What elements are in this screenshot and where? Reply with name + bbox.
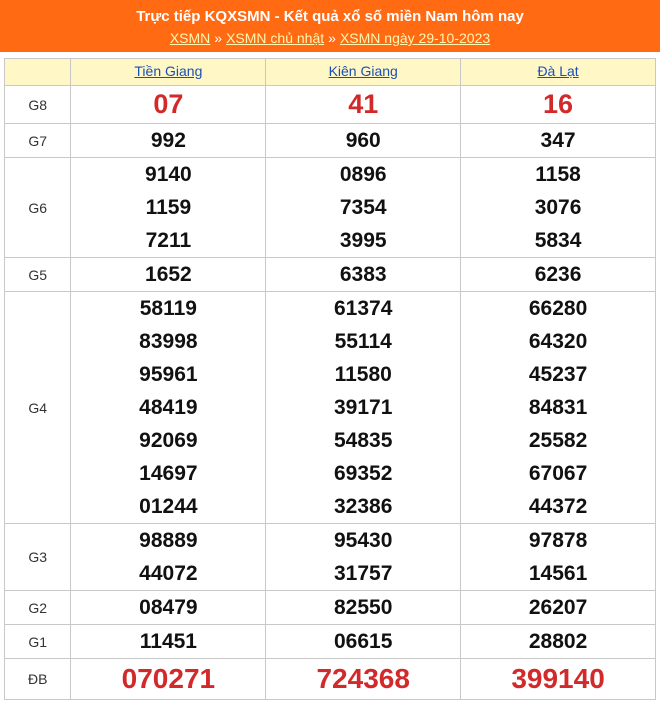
prize-cell: [266, 659, 461, 700]
prize-label: G6: [5, 158, 71, 258]
prize-cell: [461, 292, 656, 524]
prize-number: 55114: [334, 330, 392, 353]
prize-number: 82550: [334, 596, 393, 619]
prize-cell: [266, 292, 461, 524]
prize-number: 08479: [139, 596, 198, 619]
breadcrumb-link-xsmn-date[interactable]: XSMN ngày 29-10-2023: [339, 30, 491, 46]
prize-cell: [266, 625, 461, 659]
prize-cell: [461, 86, 656, 124]
prize-cell: [71, 591, 266, 625]
prize-cell: [71, 86, 266, 124]
prize-cell: [461, 158, 656, 258]
prize-number: 0896: [339, 163, 387, 186]
prize-number: 44372: [528, 495, 588, 518]
prize-number: 66280: [528, 297, 588, 320]
prize-number: 7354: [339, 196, 387, 219]
page-title: Trực tiếp KQXSMN - Kết quả xổ số miền Nam hôm nay: [136, 8, 524, 25]
prize-label: G1: [5, 625, 71, 659]
prize-cell: [266, 524, 461, 591]
prize-number: 58119: [139, 297, 197, 320]
prize-cell: [461, 524, 656, 591]
prize-number: 1158: [535, 163, 581, 186]
province-header: [266, 59, 461, 86]
page-header: [0, 0, 660, 52]
province-link-kien-giang[interactable]: Kiên Giang: [328, 63, 398, 79]
prize-number: 960: [345, 129, 381, 152]
table-corner-cell: [5, 59, 71, 86]
breadcrumb-separator: »: [328, 30, 336, 46]
prize-cell: [461, 625, 656, 659]
prize-row: [5, 659, 656, 700]
prize-number: 41: [348, 89, 379, 119]
prize-cell: [71, 158, 266, 258]
prize-label: G5: [5, 258, 71, 292]
prize-number: 347: [540, 129, 576, 152]
prize-number: 44072: [139, 562, 198, 585]
prize-number: 14697: [139, 462, 198, 485]
prize-number: 724368: [316, 663, 410, 694]
breadcrumb-separator: »: [214, 30, 223, 46]
prize-cell: [71, 625, 266, 659]
prize-label: G4: [5, 292, 71, 524]
prize-number: 84831: [528, 396, 588, 419]
prize-cell: [71, 659, 266, 700]
prize-number: 16: [543, 89, 574, 119]
prize-label: G3: [5, 524, 71, 591]
prize-cell: [266, 158, 461, 258]
prize-row: [5, 292, 656, 524]
prize-number: 992: [150, 129, 186, 152]
table-header-row: [5, 59, 656, 86]
prize-cell: [266, 591, 461, 625]
prize-number: 3076: [534, 196, 582, 219]
prize-number: 11580: [334, 363, 392, 386]
prize-number: 1652: [145, 263, 192, 286]
province-link-tien-giang[interactable]: Tiền Giang: [134, 63, 203, 79]
prize-label: G8: [5, 86, 71, 124]
prize-label: ĐB: [5, 659, 71, 700]
prize-cell: [71, 124, 266, 158]
prize-number: 3995: [339, 229, 387, 252]
prize-number: 9140: [145, 163, 192, 186]
prize-number: 11451: [139, 630, 197, 653]
prize-number: 92069: [139, 429, 198, 452]
prize-number: 39171: [334, 396, 393, 419]
prize-cell: [71, 292, 266, 524]
prize-number: 32386: [334, 495, 393, 518]
prize-row: [5, 158, 656, 258]
prize-number: 25582: [528, 429, 588, 452]
prize-number: 61374: [334, 297, 393, 320]
prize-label: G2: [5, 591, 71, 625]
prize-cell: [266, 124, 461, 158]
prize-row: [5, 625, 656, 659]
prize-cell: [266, 86, 461, 124]
prize-cell: [461, 124, 656, 158]
prize-number: 070271: [121, 663, 216, 694]
prize-number: 28802: [528, 630, 588, 653]
prize-number: 97878: [528, 529, 588, 552]
prize-number: 06615: [334, 630, 393, 653]
prize-number: 01244: [139, 495, 198, 518]
breadcrumb-link-xsmn[interactable]: XSMN: [169, 30, 211, 46]
prize-number: 7211: [145, 229, 192, 252]
breadcrumb-link-xsmn-sunday[interactable]: XSMN chủ nhật: [226, 30, 325, 46]
prize-row: [5, 86, 656, 124]
prize-rows: [5, 86, 656, 700]
prize-cell: [266, 258, 461, 292]
prize-number: 69352: [334, 462, 393, 485]
prize-number: 45237: [528, 363, 588, 386]
prize-cell: [71, 524, 266, 591]
prize-number: 5834: [534, 229, 582, 252]
prize-number: 26207: [528, 596, 588, 619]
prize-number: 6383: [339, 263, 387, 286]
prize-number: 64320: [528, 330, 588, 353]
breadcrumb: [0, 28, 660, 48]
prize-number: 07: [153, 89, 184, 119]
province-link-da-lat[interactable]: Đà Lạt: [537, 63, 579, 79]
prize-row: [5, 258, 656, 292]
prize-number: 48419: [139, 396, 198, 419]
prize-cell: [461, 659, 656, 700]
prize-row: [5, 124, 656, 158]
prize-number: 14561: [528, 562, 588, 585]
prize-row: [5, 591, 656, 625]
prize-number: 399140: [511, 663, 605, 694]
prize-number: 98889: [139, 529, 198, 552]
prize-number: 1159: [145, 196, 192, 219]
province-header: [71, 59, 266, 86]
prize-label: G7: [5, 124, 71, 158]
results-table: [4, 58, 656, 700]
prize-cell: [461, 258, 656, 292]
province-header: [461, 59, 656, 86]
prize-cell: [461, 591, 656, 625]
prize-row: [5, 524, 656, 591]
prize-number: 95430: [334, 529, 393, 552]
prize-number: 95961: [139, 363, 198, 386]
prize-number: 6236: [534, 263, 582, 286]
prize-number: 83998: [139, 330, 198, 353]
prize-number: 31757: [334, 562, 393, 585]
prize-number: 54835: [334, 429, 393, 452]
prize-number: 67067: [528, 462, 588, 485]
prize-cell: [71, 258, 266, 292]
